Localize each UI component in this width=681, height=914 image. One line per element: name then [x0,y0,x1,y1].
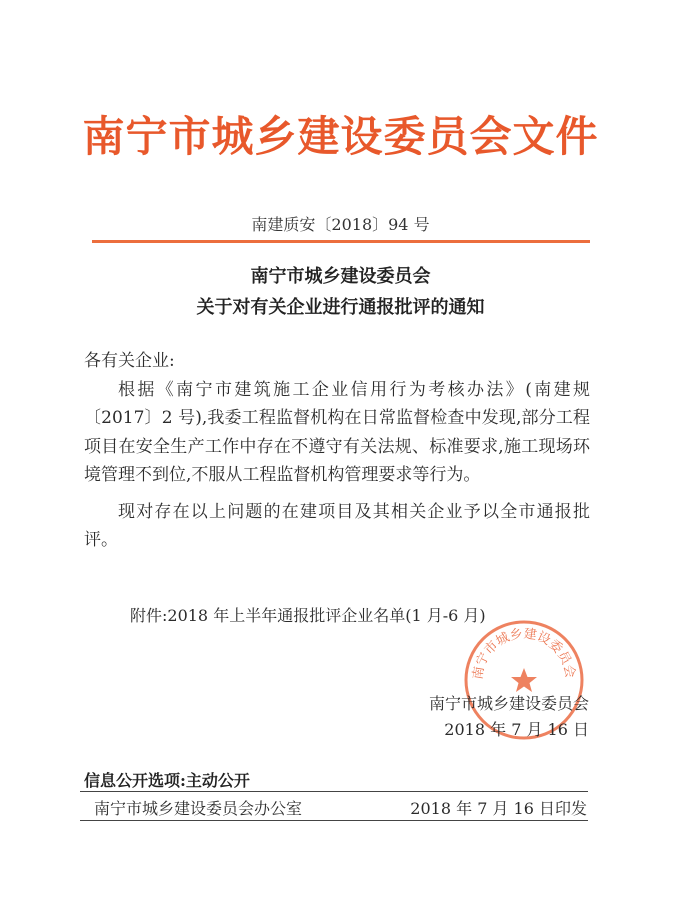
body-paragraph-2: 现对存在以上问题的在建项目及其相关企业予以全市通报批评。 [84,501,590,550]
body-paragraph-1: 根据《南宁市建筑施工企业信用行为考核办法》(南建规〔2017〕2 号),我委工程监督机构在日常监督检查中发现,部分工程项目在安全生产工作中存在不遵守有关法规、标准要求,施工现场环境管理不到位,不服从工程监督机构管理要求等行为。 [84,379,590,485]
salutation: 各有关企业: [84,351,175,371]
document-number: 南建质安〔2018〕94 号 [251,215,430,234]
document-masthead: 南宁市城乡建设委员会文件 [82,112,599,161]
notice-body [84,347,590,555]
signature-organization: 南宁市城乡建设委员会 [428,694,589,713]
attachment-line: 附件:2018 年上半年通报批评企业名单(1 月-6 月) [130,606,486,625]
disclosure-option: 信息公开选项:主动公开 [84,771,250,790]
footer-top-rule [80,791,588,792]
notice-title-line-1: 南宁市城乡建设委员会 [250,266,431,287]
issuing-office: 南宁市城乡建设委员会办公室 [94,799,303,818]
red-divider [92,240,590,243]
print-date: 2018 年 7 月 16 日印发 [410,799,587,818]
signature-date: 2018 年 7 月 16 日 [444,720,589,739]
svg-text:南宁市城乡建设委员会: 南宁市城乡建设委员会 [470,626,578,681]
footer-bottom-rule [80,820,588,821]
notice-title-line-2: 关于对有关企业进行通报批评的通知 [196,297,485,318]
